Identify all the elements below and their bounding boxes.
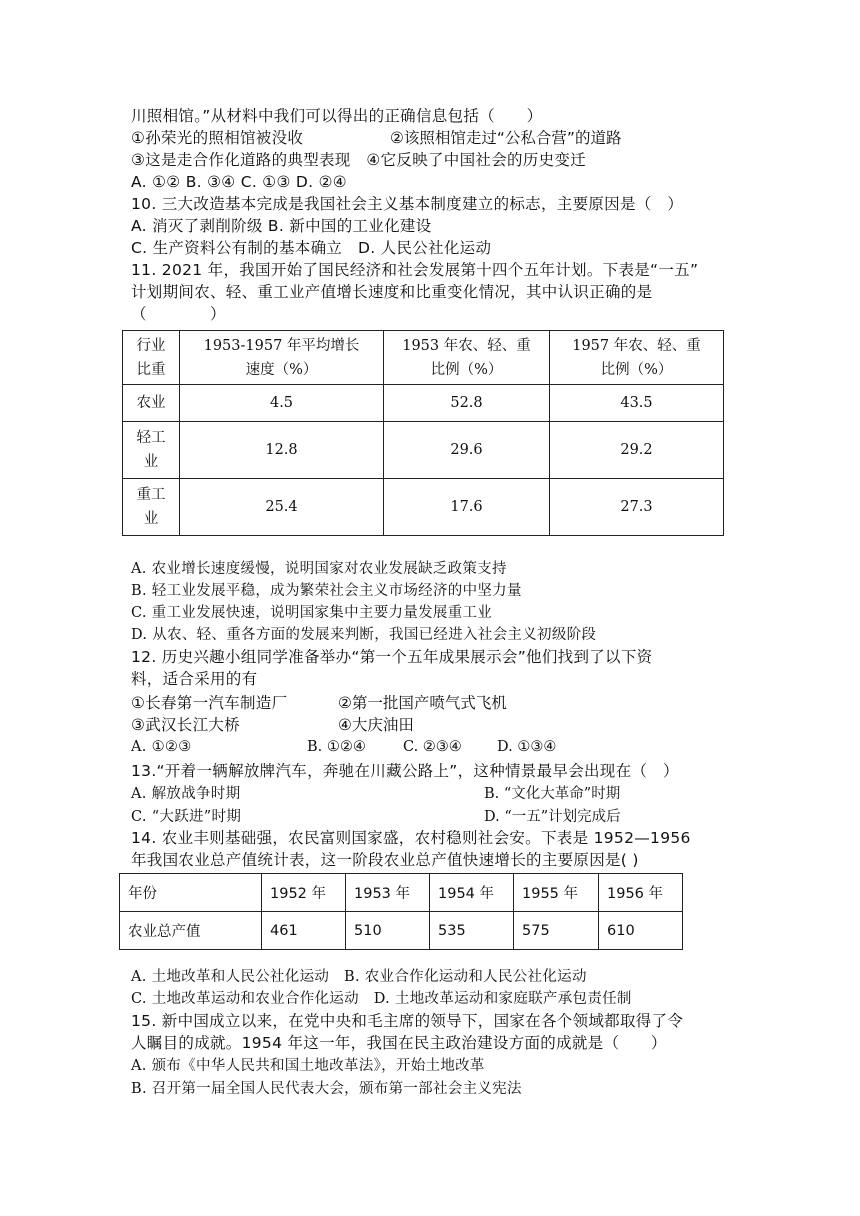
q14-stem-1: 14. 农业丰则基础强，农民富则国家盛，农村稳则社会安。下表是 1952—1956 xyxy=(131,829,691,847)
table-cell: 29.2 xyxy=(550,422,724,479)
table-header-cell: 1957 年农、轻、重 比例（%） xyxy=(550,331,724,385)
q14-choices-ab: A. 土地改革和人民公社化运动 B. 农业合作化运动和人民公社化运动 xyxy=(131,969,587,985)
table-cell: 52.8 xyxy=(384,385,550,422)
table-cell: 4.5 xyxy=(180,385,384,422)
q12-choice-c: C. ②③④ xyxy=(403,739,462,755)
table-cell: 农业总产值 xyxy=(120,912,262,950)
table-cell: 535 xyxy=(430,912,514,950)
q11-choice-b: B. 轻工业发展平稳，成为繁荣社会主义市场经济的中坚力量 xyxy=(131,583,522,599)
q12-item-1: ①长春第一汽车制造厂 xyxy=(131,694,288,712)
q11-choice-a: A. 农业增长速度缓慢，说明国家对农业发展缺乏政策支持 xyxy=(131,561,507,577)
q13-stem: 13.“开着一辆解放牌汽车，奔驰在川藏公路上”，这种情景最早会出现在（ ） xyxy=(131,762,679,780)
table-cell: 12.8 xyxy=(180,422,384,479)
q11-stem-1: 11. 2021 年，我国开始了国民经济和社会发展第十四个五年计划。下表是“一五” xyxy=(131,261,699,279)
q14-stem-2: 年我国农业总产值统计表，这一阶段农业总产值快速增长的主要原因是( ) xyxy=(131,851,639,869)
table-row xyxy=(120,912,683,950)
q12-item-2: ②第一批国产喷气式飞机 xyxy=(338,694,507,712)
table-header-cell: 年份 xyxy=(120,874,262,912)
table-header-cell: 1953-1957 年平均增长 速度（%） xyxy=(180,331,384,385)
q13-choice-c: C. “大跃进”时期 xyxy=(131,809,242,825)
q15-stem-1: 15. 新中国成立以来，在党中央和毛主席的领导下，国家在各个领域都取得了令 xyxy=(131,1012,684,1030)
table-cell: 43.5 xyxy=(550,385,724,422)
q14-choices-cd: C. 土地改革运动和农业合作化运动 D. 土地改革运动和家庭联产承包责任制 xyxy=(131,991,632,1007)
q12-stem-1: 12. 历史兴趣小组同学准备举办“第一个五年成果展示会”他们找到了以下资 xyxy=(131,648,653,666)
table-header-cell: 1954 年 xyxy=(430,874,514,912)
row-label: 轻工 业 xyxy=(123,422,180,479)
table-cell: 510 xyxy=(346,912,430,950)
table-header-cell: 1953 年 xyxy=(346,874,430,912)
table-header-cell: 1953 年农、轻、重 比例（%） xyxy=(384,331,550,385)
table-header-cell: 1955 年 xyxy=(514,874,599,912)
q13-choice-b: B. “文化大革命”时期 xyxy=(484,786,621,802)
table-cell: 25.4 xyxy=(180,479,384,536)
q10-stem: 10. 三大改造基本完成是我国社会主义基本制度建立的标志，主要原因是（ ） xyxy=(131,195,684,213)
q11-stem-2: 计划期间农、轻、重工业产值增长速度和比重变化情况，其中认识正确的是 xyxy=(131,283,653,301)
table-header-row xyxy=(123,331,724,385)
q11-choice-d: D. 从农、轻、重各方面的发展来判断，我国已经进入社会主义初级阶段 xyxy=(131,627,597,643)
q9-stem-end: 川照相馆。”从材料中我们可以得出的正确信息包括（ ） xyxy=(131,107,543,125)
q9-option-1: ①孙荣光的照相馆被没收 xyxy=(131,129,304,147)
table-header-row xyxy=(120,874,683,912)
table-header-cell: 行业 比重 xyxy=(123,331,180,385)
table-row xyxy=(123,479,724,536)
q11-stem-3: （ ） xyxy=(131,305,226,323)
table-cell: 17.6 xyxy=(384,479,550,536)
q14-output-table xyxy=(119,873,683,950)
q12-choice-d: D. ①③④ xyxy=(497,739,557,755)
q15-stem-2: 人瞩目的成就。1954 年这一年，我国在民主政治建设方面的成就是（ ） xyxy=(131,1034,667,1052)
table-cell: 29.6 xyxy=(384,422,550,479)
q12-stem-2: 料，适合采用的有 xyxy=(131,670,258,688)
q12-item-3: ③武汉长江大桥 xyxy=(131,716,240,734)
table-cell: 575 xyxy=(514,912,599,950)
q9-option-3-4: ③这是走合作化道路的典型表现 ④它反映了中国社会的历史变迁 xyxy=(131,151,586,169)
q15-choice-a: A. 颁布《中华人民共和国土地改革法》，开始土地改革 xyxy=(131,1058,485,1074)
q11-choice-c: C. 重工业发展快速，说明国家集中主要力量发展重工业 xyxy=(131,605,493,621)
q9-choices: A. ①② B. ③④ C. ①③ D. ②④ xyxy=(131,173,347,191)
q11-industry-table xyxy=(122,330,724,536)
table-cell: 461 xyxy=(262,912,346,950)
table-header-cell: 1952 年 xyxy=(262,874,346,912)
table-row xyxy=(123,422,724,479)
row-label: 农业 xyxy=(123,385,180,422)
q13-choice-a: A. 解放战争时期 xyxy=(131,786,241,802)
table-cell: 27.3 xyxy=(550,479,724,536)
q10-choices-ab: A. 消灭了剥削阶级 B. 新中国的工业化建设 xyxy=(131,217,432,235)
q9-option-2: ②该照相馆走过“公私合营”的道路 xyxy=(390,129,622,147)
table-header-cell: 1956 年 xyxy=(599,874,683,912)
q13-choice-d: D. “一五”计划完成后 xyxy=(484,809,621,825)
q12-item-4: ④大庆油田 xyxy=(338,716,414,734)
q15-choice-b: B. 召开第一届全国人民代表大会，颁布第一部社会主义宪法 xyxy=(131,1081,522,1097)
table-cell: 610 xyxy=(599,912,683,950)
q10-choices-cd: C. 生产资料公有制的基本确立 D. 人民公社化运动 xyxy=(131,239,492,257)
table-row xyxy=(123,385,724,422)
row-label: 重工 业 xyxy=(123,479,180,536)
q12-choice-a: A. ①②③ xyxy=(131,739,192,755)
q12-choice-b: B. ①②④ xyxy=(307,739,366,755)
